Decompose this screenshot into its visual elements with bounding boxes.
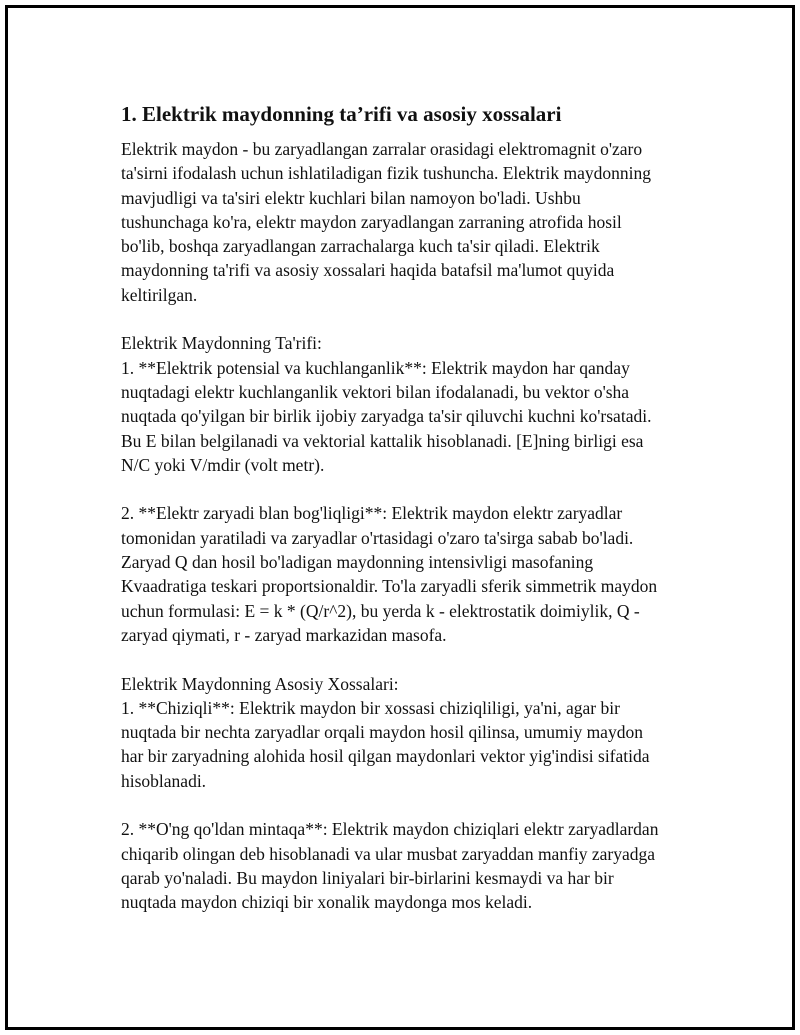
text-line: Kvaadratiga teskari proportsionaldir. To'la zaryadli sferik simmetrik maydon [121, 576, 658, 597]
text-line: tomonidan yaratiladi va zaryadlar o'rtasidagi o'zaro ta'sirga sabab bo'ladi. [121, 527, 634, 548]
paragraph-block [121, 137, 701, 307]
text-line: nuqtada bir nechta zaryadlar orqali maydon hosil qilinsa, umumiy maydon [121, 722, 643, 743]
text-line: qarab yo'naladi. Bu maydon liniyalari bir-birlarini kesmaydi va har bir [121, 867, 614, 888]
text-line: zaryad qiymati, r - zaryad markazidan masofa. [121, 624, 447, 645]
paragraph-block [121, 501, 701, 647]
text-line: nuqtada qo'yilgan bir birlik ijobiy zaryadga ta'sir qiluvchi kuchni ko'rsatadi. [121, 406, 652, 427]
text-line: Elektrik Maydonning Ta'rifi: [121, 333, 322, 354]
text-line: bo'lib, boshqa zaryadlangan zarrachalarga kuch ta'sir qiladi. Elektrik [121, 236, 600, 257]
paragraph-block [121, 672, 701, 793]
text-line: mavjudligi va ta'siri elektr kuchlari bilan namoyon bo'ladi. Ushbu [121, 187, 581, 208]
text-line: N/C yoki V/mdir (volt metr). [121, 454, 325, 475]
text-line: har bir zaryadning alohida hosil qilgan maydonlari vektor yig'indisi sifatida [121, 746, 650, 767]
text-line: uchun formulasi: E = k * (Q/r^2), bu yerda k - elektrostatik doimiylik, Q - [121, 600, 640, 621]
page-frame [5, 5, 795, 1030]
text-line: Elektrik maydon - bu zaryadlangan zarralar orasidagi elektromagnit o'zaro [121, 139, 643, 159]
text-line: maydonning ta'rifi va asosiy xossalari haqida batafsil ma'lumot quyida [121, 260, 615, 281]
text-line: ta'sirni ifodalash uchun ishlatiladigan fizik tushuncha. Elektrik maydonning [121, 163, 651, 184]
text-line: tushunchaga ko'ra, elektr maydon zaryadlangan zarraning atrofida hosil [121, 211, 622, 232]
paragraph-block [121, 331, 701, 477]
text-line: Bu E bilan belgilanadi va vektorial kattalik hisoblanadi. [E]ning birligi esa [121, 430, 644, 451]
text-line: 2. **Elektr zaryadi blan bog'liqligi**: Elektrik maydon elektr zaryadlar [121, 503, 623, 524]
text-line: 2. **O'ng qo'ldan mintaqa**: Elektrik maydon chiziqlari elektr zaryadlardan [121, 819, 659, 840]
document-content [121, 101, 701, 915]
document-body [121, 137, 701, 915]
text-line: Zaryad Q dan hosil bo'ladigan maydonning intensivligi masofaning [121, 552, 594, 573]
text-line: 1. **Elektrik potensial va kuchlanganlik**: Elektrik maydon har qanday [121, 357, 630, 378]
text-line: Elektrik Maydonning Asosiy Xossalari: [121, 673, 399, 694]
text-line: nuqtadagi elektr kuchlanganlik vektori bilan ifodalanadi, bu vektor o'sha [121, 381, 630, 402]
paragraph-block [121, 817, 701, 914]
text-line: hisoblanadi. [121, 770, 207, 791]
section-heading: 1. Elektrik maydonning ta’rifi va asosiy xossalari [121, 102, 562, 126]
text-line: chiqarib olingan deb hisoblanadi va ular musbat zaryaddan manfiy zaryadga [121, 843, 656, 864]
text-line: 1. **Chiziqli**: Elektrik maydon bir xossasi chiziqliligi, ya'ni, agar bir [121, 697, 620, 718]
text-line: nuqtada maydon chiziqi bir xonalik maydonga mos keladi. [121, 892, 533, 913]
text-line: keltirilgan. [121, 284, 198, 305]
